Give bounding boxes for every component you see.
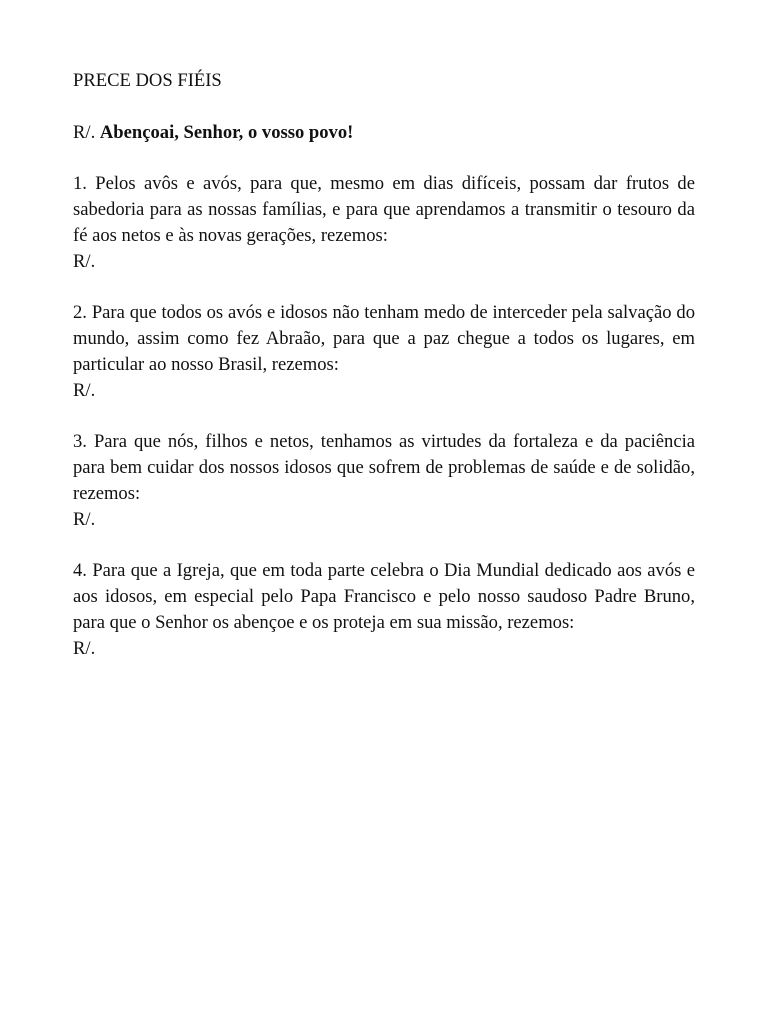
petition-text: 1. Pelos avôs e avós, para que, mesmo em dias difíceis, possam dar frutos de sabedoria para as nossas famílias, e para que aprendamos a transmitir o tesouro da fé aos netos e às novas gerações, rezemos: — [73, 173, 695, 246]
petition-3 — [73, 429, 695, 532]
refrain-text: Abençoai, Senhor, o vosso povo! — [99, 121, 354, 143]
response-marker: R/. — [73, 637, 96, 659]
petition-text: 3. Para que nós, filhos e netos, tenhamos as virtudes da fortaleza e da paciência para bem cuidar dos nossos idosos que sofrem de problemas de saúde e de solidão, rezemos: — [73, 431, 695, 504]
petition-1 — [73, 171, 695, 274]
response-marker: R/. — [73, 379, 96, 401]
petition-4 — [73, 558, 695, 661]
petition-text: 2. Para que todos os avós e idosos não tenham medo de interceder pela salvação do mundo, assim como fez Abraão, para que a paz chegue a todos os lugares, em particular ao nosso Brasil, rezemos: — [73, 302, 695, 375]
petition-2 — [73, 300, 695, 403]
petition-text: 4. Para que a Igreja, que em toda parte celebra o Dia Mundial dedicado aos avós e aos idosos, em especial pelo Papa Francisco e pelo nosso saudoso Padre Bruno, para que o Senhor os abençoe e os proteja em sua missão, rezemos: — [73, 560, 695, 633]
response-marker: R/. — [73, 508, 96, 530]
response-marker: R/. — [73, 250, 96, 272]
refrain-line — [73, 120, 695, 146]
document-title: PRECE DOS FIÉIS — [73, 70, 222, 91]
document-page — [73, 68, 695, 687]
refrain-prefix: R/. — [73, 121, 96, 143]
